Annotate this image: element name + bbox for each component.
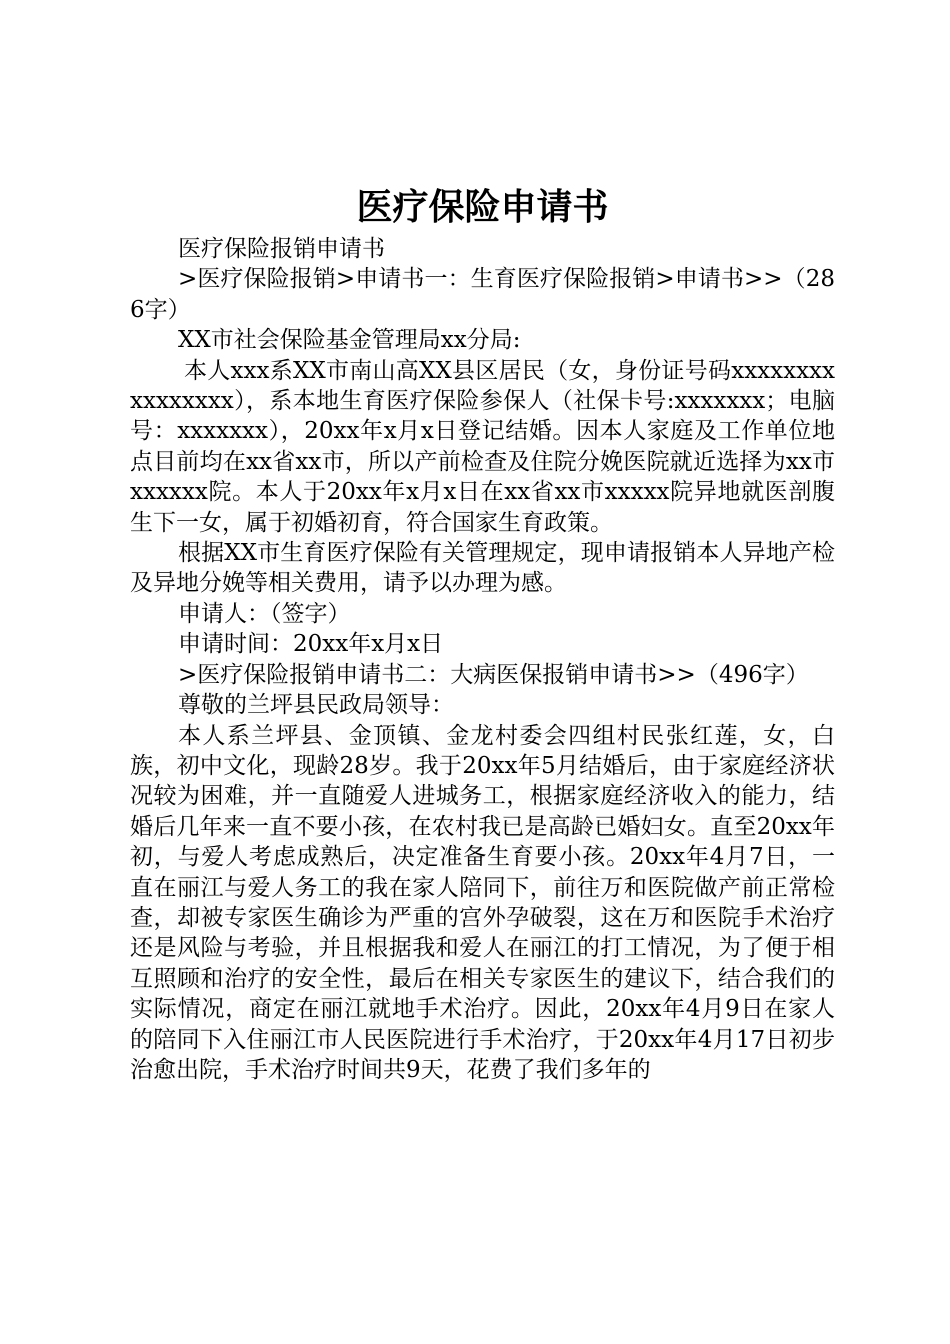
paragraph-request: 根据XX市生育医疗保险有关管理规定，现申请报销本人异地产检及异地分娩等相关费用，请予以办理为感。 xyxy=(130,540,835,597)
paragraph-body-two: 本人系兰坪县、金顶镇、金龙村委会四组村民张红莲，女，白族，初中文化，现龄28岁。我于20xx年5月结婚后，由于家庭经济状况较为困难，并一直随爱人进城务工，根据家庭经济收入的能力，结婚后几年来一直不要小孩，在农村我已是高龄已婚妇女。直至20xx年初，与爱人考虑成熟后，决定准备生育要小孩。20xx年4月7日，一直在丽江与爱人务工的我在家人陪同下，前往万和医院做产前正常检查，却被专家医生确诊为严重的宫外孕破裂，这在万和医院手术治疗还是风险与考验，并且根据我和爱人在丽江的打工情况，为了便于相互照顾和治疗的安全性，最后在相关专家医生的建议下，结合我们的实际情况，商定在丽江就地手术治疗。因此，20xx年4月9日在家人的陪同下入住丽江市人民医院进行手术治疗，于20xx年4月17日初步治愈出院，手术治疗时间共9天，花费了我们多年的 xyxy=(130,722,835,1083)
document-title: 医疗保险申请书 xyxy=(356,187,609,228)
paragraph-applicant: 申请人：（签字） xyxy=(178,600,351,627)
paragraph-body-one: 本人xxx系XX市南山高XX县区居民（女，身份证号码xxxxxxxxxxxxxxxx），系本地生育医疗保险参保人（社保卡号:xxxxxxx；电脑号：xxxxxxx），20xx年x月x日登记结婚。因本人家庭及工作单位地点目前均在xx省xx市，所以产前检查及住院分娩医院就近选择为xx市xxxxxx院。本人于20xx年x月x日在xx省xx市xxxxx院异地就医剖腹生下一女，属于初婚初育，符合国家生育政策。 xyxy=(130,357,835,536)
paragraph-section-two-heading: >医疗保险报销申请书二：大病医保报销申请书>>（496字） xyxy=(178,661,809,688)
paragraph-section-one-heading: >医疗保险报销>申请书一：生育医疗保险报销>申请书>>（286字） xyxy=(130,266,835,323)
paragraph-application-date: 申请时间：20xx年x月x日 xyxy=(178,631,444,658)
paragraph-addressee-one: XX市社会保险基金管理局xx分局: xyxy=(178,327,521,354)
document-page xyxy=(130,184,835,1085)
paragraph-addressee-two: 尊敬的兰坪县民政局领导： xyxy=(178,692,454,719)
paragraph-subtitle: 医疗保险报销申请书 xyxy=(178,236,385,262)
